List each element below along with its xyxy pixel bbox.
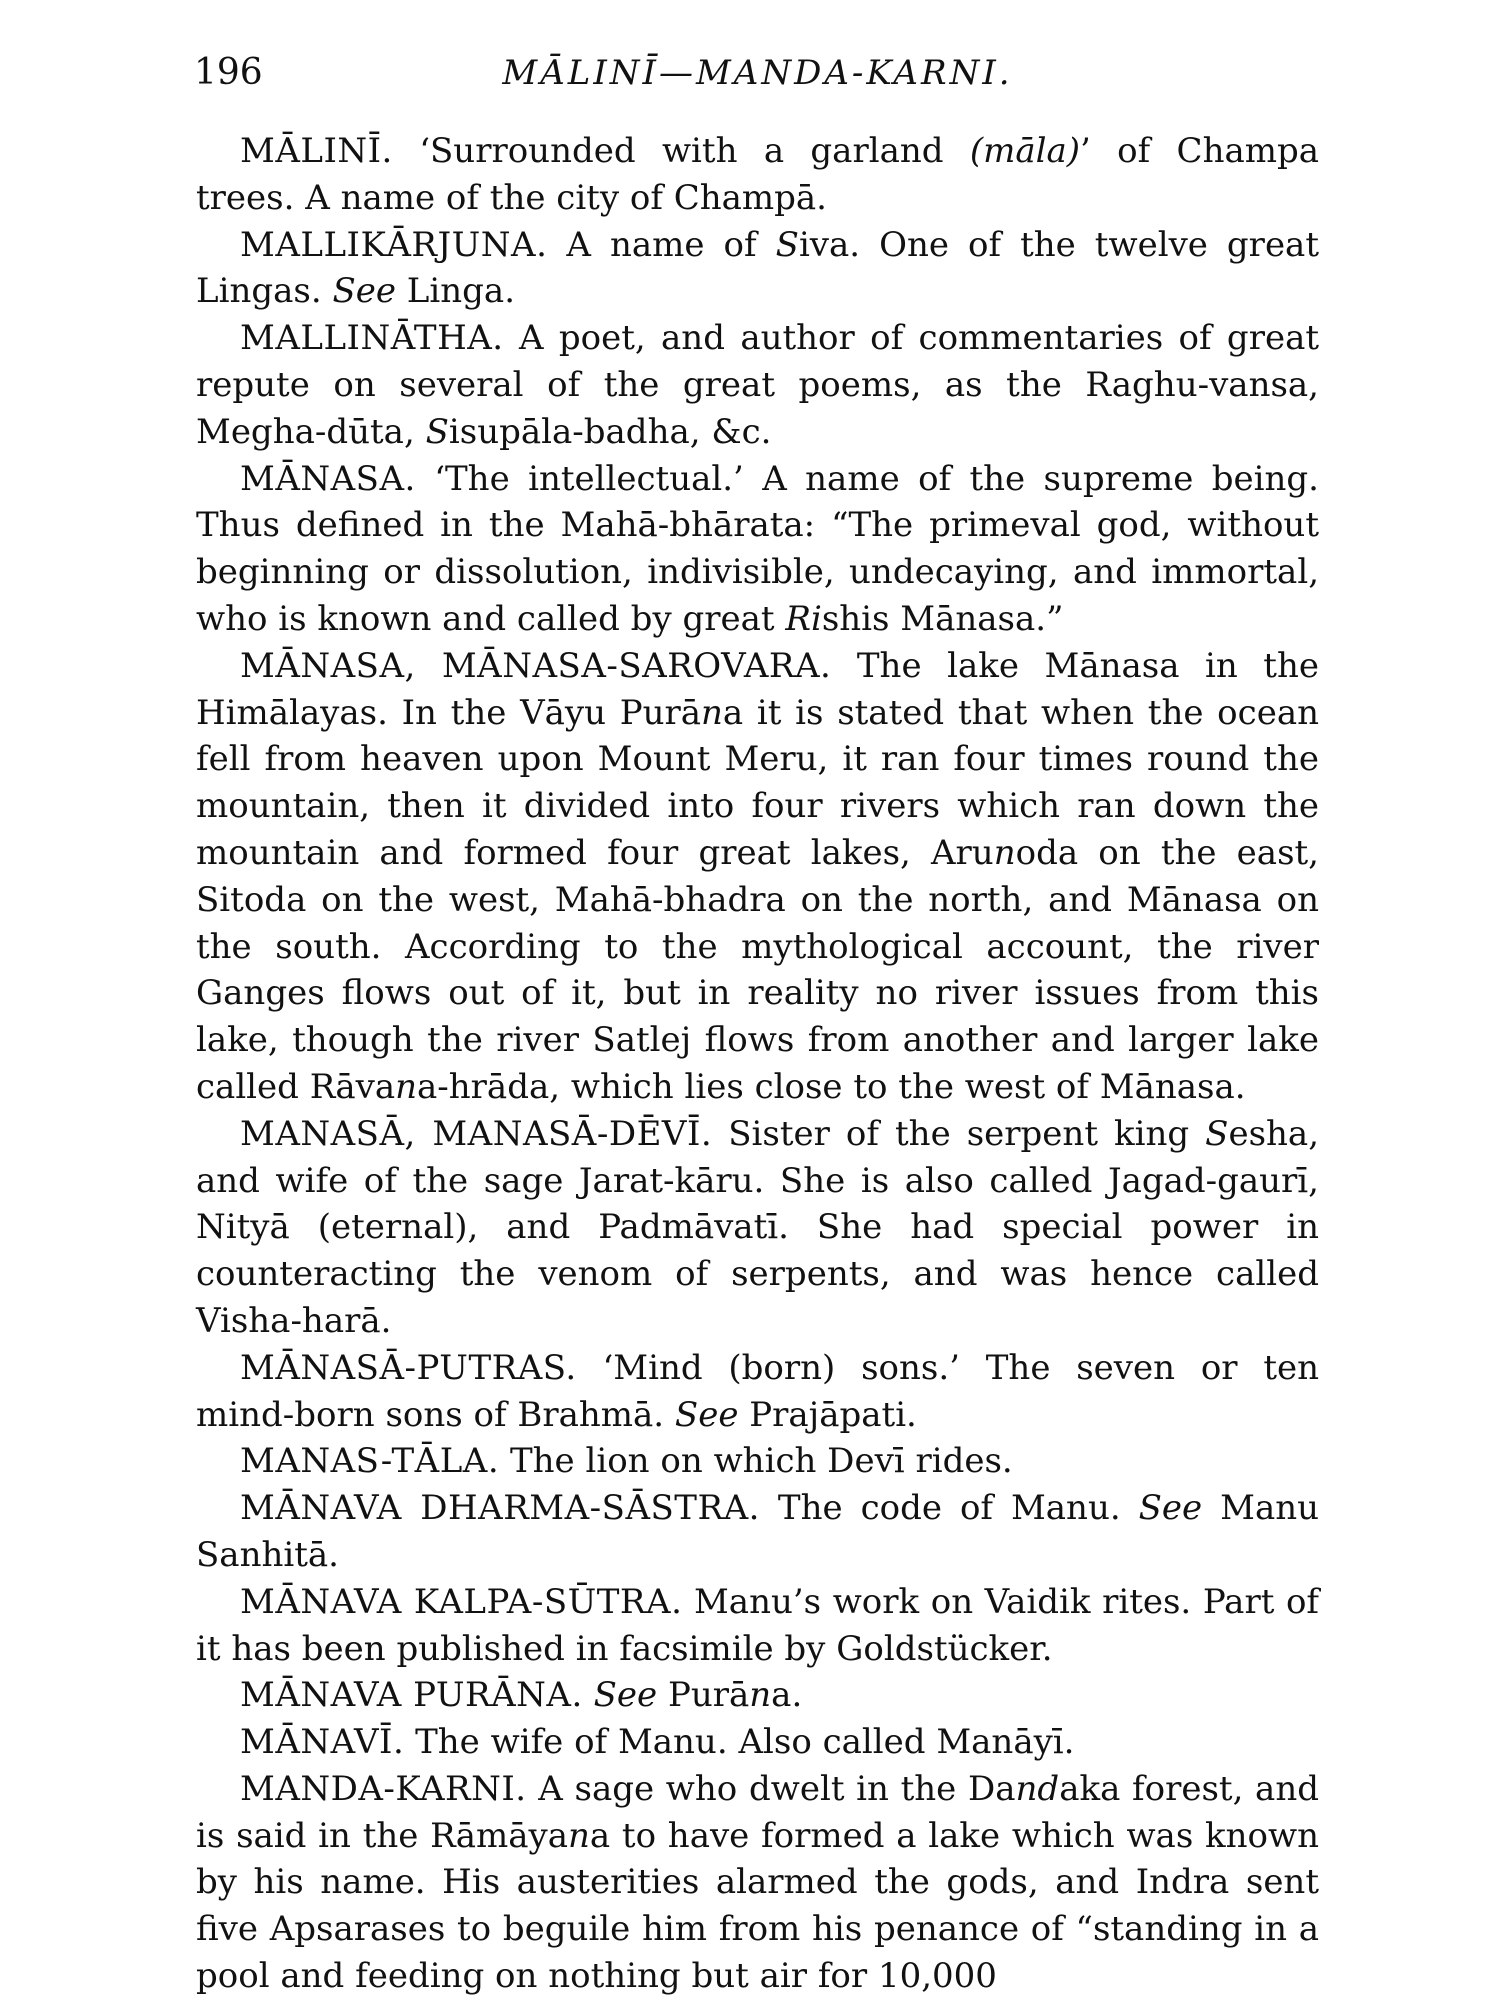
entry-text: The code of Manu. [759, 1488, 1139, 1529]
entry-text: shis Mānasa.” [821, 598, 1064, 639]
entry-text: isupāla-badha, &c. [448, 411, 772, 452]
entry-text: Manu Sanhitā. [196, 1488, 1320, 1575]
entry-text: ’ of Champa trees. A name of the city of Champā. [196, 131, 1320, 218]
dictionary-entry [196, 1579, 1319, 1673]
entry-text: ‘The intellectual.’ A name of the supreme being. Thus defined in the Mahā-bhārata: “The primeval god, without beginning or dissolution, indivisible, undecaying, and immortal, who is known and called by great [196, 458, 1319, 639]
dictionary-entry [196, 1766, 1319, 2000]
entry-text [583, 1675, 594, 1715]
entry-text-italic: See [332, 271, 396, 312]
entry-headword: MALLINĀTHA. [240, 318, 504, 359]
entry-text: esha, and wife of the sage Jarat-kāru. She is also called Jagad-gaurī, Nityā (eternal), and Padmāvatī. She had special power in counteracting the venom of serpents, and was hence called Visha-harā. [196, 1113, 1320, 1341]
entry-text: ‘Surrounded with a garland [392, 131, 970, 171]
entry-text-italic: See [1138, 1488, 1203, 1529]
dictionary-entry [196, 1345, 1319, 1439]
entry-text: oda on the east, Sitoda on the west, Mahā-bhadra on the north, and Mānasa on the south. According to the mythological account, the river Ganges flows out of it, but in reality no river issues from this lake, though the river Satlej flows from another and larger lake called Rāva [196, 832, 1319, 1107]
entry-text: a to have formed a lake which was known by his name. His austerities alarmed the gods, and Indra sent five Apsarases to beguile him from his penance of “standing in a pool and feeding on nothing but air for 10,000 [196, 1815, 1319, 1997]
entry-headword: MĀNAVA KALPA-SŪTRA. [240, 1581, 683, 1622]
dictionary-page [196, 50, 1319, 2000]
entry-headword: MALLIKĀRJUNA. [240, 224, 548, 265]
entry-text: A poet, and author of commentaries of great repute on several of the great poems, as the Raghu-vansa, Megha-dūta, [196, 318, 1319, 452]
entry-headword: MĀNAVA PURĀNA. [240, 1675, 583, 1716]
entry-text: Purā [657, 1675, 750, 1716]
entry-headword: MĀNASA, MĀNASA-SAROVARA. [240, 645, 832, 686]
entry-headword: MANASĀ, MANASĀ-DĒVĪ. [240, 1113, 713, 1154]
entry-text: Manu’s work on Vaidik rites. Part of it has been published in facsimile by Goldstücker. [196, 1581, 1319, 1669]
entry-text-italic: n [701, 692, 723, 733]
entry-text-italic: n [993, 832, 1016, 873]
entry-text: A name of [547, 224, 776, 265]
entry-text: a. [771, 1675, 803, 1716]
dictionary-entry [196, 315, 1319, 455]
entry-headword: MĀNASĀ-PUTRAS. [240, 1347, 577, 1388]
dictionary-entry [196, 1111, 1319, 1345]
entry-headword: MĀNAVA DHARMA-SĀSTRA. [240, 1488, 760, 1529]
entry-text: Sister of the serpent king [712, 1113, 1206, 1154]
dictionary-entry [196, 1485, 1319, 1579]
dictionary-entry [196, 456, 1319, 643]
running-head-title: MĀLINĪ—MANDA-KARNI. [502, 53, 1013, 93]
entry-text-italic: nd [1015, 1768, 1060, 1809]
entry-text: Linga. [396, 271, 515, 312]
entry-text-italic: S [425, 411, 449, 452]
entry-text-italic: (māla) [969, 131, 1081, 171]
dictionary-entry [196, 643, 1319, 1111]
entry-headword: MANAS-TĀLA. [240, 1441, 500, 1482]
entry-list [196, 128, 1319, 2000]
entry-text: A sage who dwelt in the Da [526, 1768, 1016, 1809]
entry-text-italic: n [749, 1675, 772, 1716]
entry-text-italic: S [775, 224, 799, 265]
entry-headword: MANDA-KARNI. [240, 1768, 527, 1809]
entry-headword: MĀLINĪ. [240, 131, 393, 171]
entry-text: aka forest, and is said in the Rāmāya [196, 1768, 1319, 1856]
entry-text: iva. One of the twelve great Lingas. [196, 224, 1319, 312]
entry-text: Prajāpati. [738, 1394, 917, 1435]
entry-text: The lion on which Devī rides. [499, 1441, 1013, 1482]
entry-text: a it is stated that when the ocean fell from heaven upon Mount Meru, it ran four times round the mountain, then it divided into four rivers which ran down the mountain and formed four great lakes, Aru [196, 692, 1319, 873]
dictionary-entry [196, 1438, 1319, 1485]
entry-text-italic: See [593, 1675, 658, 1716]
entry-text-italic: See [674, 1394, 739, 1435]
entry-text-italic: n [395, 1066, 418, 1107]
dictionary-entry [196, 128, 1319, 222]
entry-headword: MĀNASA. [240, 458, 416, 499]
entry-text: The wife of Manu. Also called Manāyī. [404, 1722, 1075, 1763]
entry-text: a-hrāda, which lies close to the west of Mānasa. [417, 1066, 1246, 1107]
entry-text: ‘Mind (born) sons.’ The seven or ten mind-born sons of Brahmā. [196, 1347, 1319, 1435]
entry-text-italic: Ri [785, 598, 822, 639]
running-head [196, 50, 1319, 120]
dictionary-entry [196, 1672, 1319, 1719]
dictionary-entry [196, 1719, 1319, 1766]
entry-headword: MĀNAVĪ. [240, 1722, 405, 1763]
entry-text-italic: S [1205, 1113, 1229, 1154]
entry-text-italic: n [568, 1815, 590, 1856]
entry-text: The lake Mānasa in the Himālayas. In the Vāyu Purā [196, 645, 1319, 733]
page-number: 196 [194, 52, 263, 93]
dictionary-entry [196, 222, 1319, 316]
